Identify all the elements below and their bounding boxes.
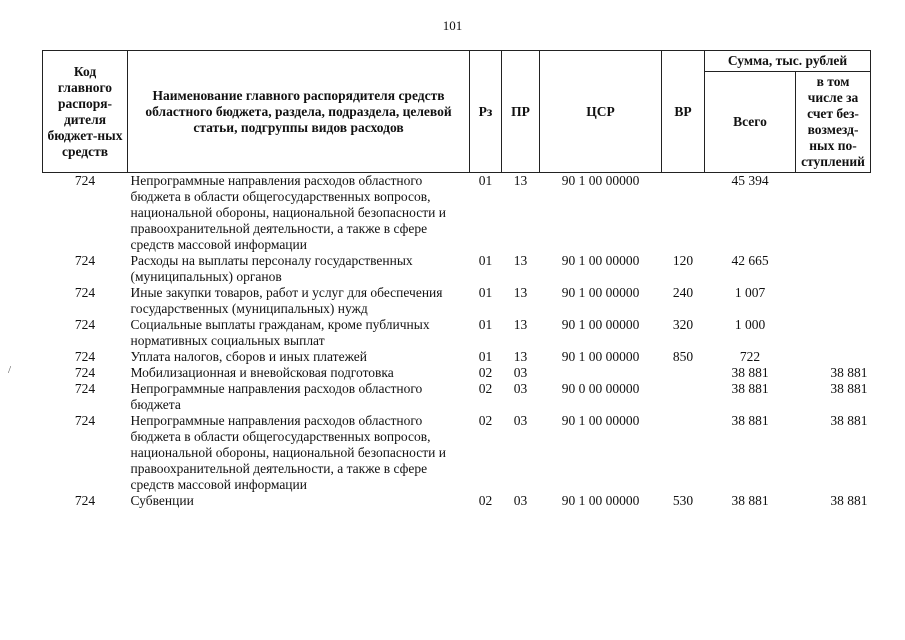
row-vr: 120: [672, 253, 694, 268]
row-csr: 90 0 00 00000: [561, 381, 640, 396]
row-rz: 01: [478, 285, 493, 300]
row-total: 1 000: [734, 317, 766, 332]
row-pr: 03: [513, 365, 528, 380]
page-number: 101: [442, 18, 463, 33]
table-row: [43, 381, 871, 413]
row-free-receipts: 38 881: [830, 381, 868, 396]
row-csr: 90 1 00 00000: [561, 349, 640, 364]
row-vr: [662, 413, 705, 493]
row-code: 724: [74, 173, 96, 188]
row-rz: 01: [478, 349, 493, 364]
row-csr: [540, 365, 662, 381]
row-csr: 90 1 00 00000: [561, 253, 640, 268]
row-pr: 03: [513, 381, 528, 396]
table-row: [43, 253, 871, 285]
row-pr: 13: [513, 349, 528, 364]
row-vr: 850: [672, 349, 694, 364]
row-code: 724: [74, 493, 96, 508]
table-row: [43, 317, 871, 349]
header-vr: ВР: [662, 51, 705, 173]
row-total: 38 881: [731, 493, 769, 508]
row-rz: 02: [478, 365, 493, 380]
row-name: Мобилизационная и вневойсковая подготовка: [130, 365, 394, 380]
row-name: Расходы на выплаты персоналу государственных (муниципальных) органов: [130, 253, 413, 284]
row-code: 724: [74, 285, 96, 300]
row-csr: 90 1 00 00000: [561, 493, 640, 508]
row-pr: 13: [513, 317, 528, 332]
header-name: Наименование главного распорядителя средств областного бюджета, раздела, подраздела, целевой статьи, подгруппы видов расходов: [128, 51, 470, 173]
row-total: 1 007: [734, 285, 766, 300]
row-name: Субвенции: [130, 493, 194, 508]
row-free-receipts: [796, 349, 871, 365]
header-pr: ПР: [502, 51, 540, 173]
header-csr: ЦСР: [540, 51, 662, 173]
row-csr: 90 1 00 00000: [561, 317, 640, 332]
row-name: Непрограммные направления расходов областного бюджета в области общегосударственных вопросов, национальной обороны, национальной безопасности и правоохранительной деятельности, а также в сфере средств массовой информации: [130, 173, 446, 252]
row-vr: [662, 173, 705, 254]
row-free-receipts: 38 881: [830, 493, 868, 508]
row-name: Иные закупки товаров, работ и услуг для обеспечения государственных (муниципальных) нужд: [130, 285, 443, 316]
row-pr: 03: [513, 413, 528, 428]
row-free-receipts: [796, 253, 871, 285]
row-rz: 01: [478, 317, 493, 332]
row-name: Социальные выплаты гражданам, кроме публичных нормативных социальных выплат: [130, 317, 430, 348]
row-free-receipts: [796, 173, 871, 254]
row-vr: 320: [672, 317, 694, 332]
row-name: Непрограммные направления расходов областного бюджета в области общегосударственных вопросов, национальной обороны, национальной безопасности и правоохранительной деятельности, а также в сфере средств массовой информации: [130, 413, 446, 492]
row-csr: 90 1 00 00000: [561, 413, 640, 428]
row-vr: 240: [672, 285, 694, 300]
table-row: [43, 365, 871, 381]
row-total: 38 881: [731, 381, 769, 396]
header-sum-group: Сумма, тыс. рублей: [705, 51, 871, 72]
row-csr: 90 1 00 00000: [561, 173, 640, 188]
row-rz: 02: [478, 381, 493, 396]
header-code: Код главного распоря-дителя бюджет-ных средств: [43, 51, 128, 173]
row-total: 38 881: [731, 365, 769, 380]
row-name: Уплата налогов, сборов и иных платежей: [130, 349, 367, 364]
header-subventions: в том числе за счет без-возмезд-ных по-ступлений: [796, 72, 871, 173]
row-vr: [662, 381, 705, 413]
row-code: 724: [74, 381, 96, 396]
row-pr: 13: [513, 173, 528, 188]
header-total: Всего: [705, 72, 796, 173]
row-vr: [662, 365, 705, 381]
table-row: [43, 349, 871, 365]
row-total: 45 394: [731, 173, 769, 188]
header-rz: Рз: [470, 51, 502, 173]
margin-mark: /: [8, 364, 12, 376]
row-name: Непрограммные направления расходов областного бюджета: [130, 381, 423, 412]
row-code: 724: [74, 365, 96, 380]
row-code: 724: [74, 349, 96, 364]
row-pr: 03: [513, 493, 528, 508]
row-total: 38 881: [731, 413, 769, 428]
row-free-receipts: 38 881: [830, 365, 868, 380]
row-csr: 90 1 00 00000: [561, 285, 640, 300]
row-rz: 01: [478, 253, 493, 268]
row-free-receipts: 38 881: [830, 413, 868, 428]
table-row: [43, 413, 871, 493]
header-row: [43, 51, 871, 72]
table-row: [43, 285, 871, 317]
table-row: [43, 173, 871, 254]
row-free-receipts: [796, 317, 871, 349]
row-pr: 13: [513, 285, 528, 300]
row-pr: 13: [513, 253, 528, 268]
row-free-receipts: [796, 285, 871, 317]
row-code: 724: [74, 253, 96, 268]
row-vr: 530: [672, 493, 694, 508]
row-rz: 02: [478, 493, 493, 508]
row-code: 724: [74, 413, 96, 428]
row-code: 724: [74, 317, 96, 332]
budget-table: [42, 50, 871, 509]
row-rz: 02: [478, 413, 493, 428]
table-row: [43, 493, 871, 509]
row-total: 42 665: [731, 253, 769, 268]
row-total: 722: [739, 349, 761, 364]
row-rz: 01: [478, 173, 493, 188]
